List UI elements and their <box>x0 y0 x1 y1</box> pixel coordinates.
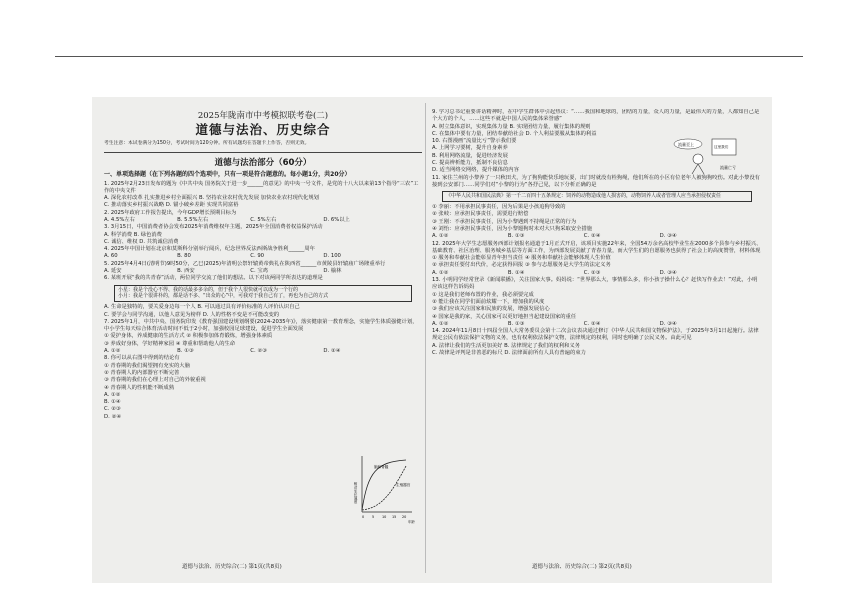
cartoon-illustration <box>668 137 752 175</box>
option: A. ①② <box>432 320 449 327</box>
q11-options <box>432 233 762 240</box>
question-13: 13. 小明同学经常登录《新闻联播》，关注国家大事。妈妈说：“世界那么大，事情那么多，你小孩子操什么心？赶快写作业去！”对此，小明应该这样告诉妈妈 <box>432 277 758 291</box>
q12-statement-a: ① 服务和奉献社会能彰显青年担当责任 ④ 服务和奉献社会能够体现人生价值 <box>432 255 611 262</box>
q14-option-ab: A. 法律让我们的生活更加美好 B. 法律规定了我们的权利和义务 <box>432 342 581 349</box>
bubble-text: 流量至上 <box>678 142 694 147</box>
q11-statement-3: ③ 王刚：不承担民事责任，因为小黎遇到不持绳是正常的行为 <box>432 218 577 225</box>
q10-option-b: B. 利用网络流量，促进经济发展 <box>432 152 508 159</box>
option: D. 6%以上 <box>323 216 350 223</box>
q13-options <box>432 321 762 328</box>
q1-option-ab: A. 深化农村改革 扎实推进乡村全面振兴 B. 坚持农业农村优先发展 加快农业农村现代化规划 <box>104 195 319 202</box>
option: D. ③④ <box>659 269 677 276</box>
question-1: 1. 2025年2月23日发布的题为《中共中央 国务院关于进一步______的意见》的中央一号文件，是党的十八大以来第13个指导“三农”工作的中央文件 <box>104 180 419 194</box>
curve2-label: 生殖器官 <box>396 483 411 487</box>
option: B. 5.5%左右 <box>177 216 209 223</box>
option: B. ①③ <box>177 348 194 355</box>
question-12: 12. 2025年大学生志愿服务西部计划报名通道于1月正式开启，该项目实施22年来，全国54万余名高校毕业生在2000多个县参与乡村振兴、基础教育、社区治理、服务城乡基层等方面工作，为西部发展贡献了青春力量，而大学生们的自愿服务也获得了社会上的高度赞誉，材料体现 <box>432 240 762 254</box>
option: D. ②④ <box>104 413 121 420</box>
question-6: 6. 某班开展“我的共青春”活动，两位同学交流了他们的想法。以下对该两同学所表达的道理是 <box>104 275 323 282</box>
tick: 0 <box>362 515 365 519</box>
tick: 15 <box>392 515 397 519</box>
option: A. ①② <box>104 391 121 398</box>
tick: 5 <box>372 515 375 519</box>
q13-statement-1: ① 这是我们老师布置的作业，我必须要完成 <box>432 291 534 298</box>
q7-statement-34: ③ 养成好身体，学好精神家园 ④ 尊重和帮助他人的生命 <box>104 340 236 347</box>
person-body <box>692 164 704 174</box>
q12-options <box>432 270 762 277</box>
option: C. ②③ <box>250 348 267 355</box>
option: B. 80 <box>177 253 191 260</box>
exam-notice: 考生注意：本试卷满分为150分，考试时间为120分钟。所有试题均在答题卡上作答，否则无效。 <box>104 141 310 146</box>
question-8: 8. 你可以从右图中得到的结论有 <box>104 355 180 362</box>
question-2: 2. 2025年政府工作报告提出，今年GDP增长预期目标为 <box>104 209 237 216</box>
option: A. 60 <box>104 253 118 260</box>
q8-options <box>104 392 254 421</box>
question-7: 7. 2025年1月，中共中央、国务院印发《教育强国建设规划纲要(2024-2035年)》，落实健康第一教育理念，实施学生体质强健计划，中小学生每天综合体育活动时间不低于2小时，加强校园足球建设，促进学生全面发展 <box>104 318 418 333</box>
divider <box>104 152 422 153</box>
q8-statement-3: ③ 青春期的我们在心理上对自己的外貌重视 <box>104 377 206 384</box>
curve1-label: 脑和脊髓 <box>374 465 389 469</box>
q9-option-ab: A. 树立集体意识，实现集体力量 B. 实现团结力量，履行集体的规则 <box>432 123 591 130</box>
screen-text: 这里我们 <box>714 145 729 149</box>
q4-options <box>104 253 422 260</box>
option: C. 90 <box>250 253 265 260</box>
option: B. ①④ <box>507 269 525 276</box>
option: D. 100 <box>323 253 341 260</box>
option: A. ①② <box>432 269 449 276</box>
exam-title: 2025年陇南市中考模拟联考卷(二) <box>197 111 329 121</box>
question-11: 11. 家住兰州的小黎养了一只秋田犬，为了狗狗能快乐地玩耍，出门时就没有栓狗绳，他们所在的小区有位老年人被狗狗咬伤。对此小黎没有接到公安部门……同学们对“小黎的行为”各抒己见，以下分析正确的是 <box>432 174 760 188</box>
question-14: 14. 2024年11月8日十四届全国人大常务委员会第十二次会议表决通过修订《中华人民共和国文物保护法》，于2025年3月1日起施行。法律规定公民有依法保护文物的义务，也有权利依法保护文物，法律规定的权利，同时也明确了公民义务。由此可见 <box>432 328 759 342</box>
option: A. 延安 <box>104 268 122 275</box>
option: A. ①② <box>432 233 449 240</box>
q8-statement-2: ② 青春期人的内部器官不断完善 <box>104 369 180 376</box>
question-4: 4. 2025年中国计划在北京和莫斯科分别举行阅兵，纪念世界反法西斯战争胜利______周年 <box>104 246 315 253</box>
q13-statement-4: ④ 国家是我的家，关心国家可以更好地担当起建设国家的重任 <box>432 313 577 320</box>
reproductive-curve <box>362 466 406 510</box>
option: B. ①③ <box>507 320 525 327</box>
option: C. ②④ <box>583 320 601 327</box>
question-5: 5. 2025年4月4日(清明节)9时50分，乙巳(2025)年清明公祭轩辕黄帝典礼在陕西省______市黄陵县轩辕庙广场隆重举行 <box>104 260 386 267</box>
option: C. ②③ <box>104 406 121 413</box>
cartoon-caption: 流量亡亏 <box>720 165 736 170</box>
q1-option-cd: C. 推动落实乡村振兴战略 D. 锚小破乡差距 实现共同富裕 <box>104 202 239 209</box>
option: A. 4.5%左右 <box>104 216 135 223</box>
option: D. ③④ <box>659 320 677 327</box>
q7-statement-12: ① 爱护身体，养成健康的生活方式 ② 积极参加体育锻炼，增强身体素质 <box>104 333 273 340</box>
option: C. ②③ <box>583 269 601 276</box>
tick: 10 <box>382 515 387 519</box>
q11-statement-4: ④ 刘怡：应承担民事责任，因为小黎遛狗时未对大只狗采取安全措施 <box>432 225 593 232</box>
x-axis-label: 年龄 <box>408 520 415 524</box>
part-heading: 一、单项选择题（在下列各题的四个选项中，只有一项是符合题意的。每小题1分，共20分） <box>104 170 351 178</box>
section-title: 道德与法治部分（60分） <box>214 157 312 168</box>
option: B. 西安 <box>177 268 195 275</box>
q13-statement-2: ② 能让我在同学们面前炫耀一下，增加我的风度 <box>432 298 545 305</box>
q8-statement-1: ① 青春期的我们渴望拥有充实的大脑 <box>104 362 190 369</box>
q10-option-a: A. 上网学习要树，提升自身素养 <box>432 145 508 152</box>
q6-option-cd: C. 要学会与同学沟通，以他人意见为榜样 D. 人的性格不变是不可能改变的 <box>104 311 280 318</box>
option: B. ①④ <box>104 399 121 406</box>
person-head <box>693 154 703 164</box>
q6-option-ab: A. 生命是独特的，要关爱身边每一个人 B. 可以通过具有评价标准的人评价认识自己 <box>104 304 300 311</box>
scanned-exam-sheet <box>92 97 772 583</box>
q6-quote-box: 小星：我是个没心不得、我的话最多多余的，但于我个人很快就可以成为一个行的 小月：我是个很讲朴的，都是话不多、“出众的心”中，可我对于我自己有了，再也为自己的方式 <box>114 285 412 303</box>
y-axis-label: 相对生长速度 <box>354 482 358 504</box>
footer-left: 道德与法治、历史综合(二) 第1页(共8页) <box>182 564 282 570</box>
footer-right: 道德与法治、历史综合(二) 第2页(共8页) <box>532 564 632 570</box>
growth-chart <box>354 452 416 524</box>
option: D. 榆林 <box>323 268 342 275</box>
q8-statement-4: ④ 青春期人的性机能不断成熟 <box>104 384 174 391</box>
right-page <box>432 109 762 559</box>
option: D. ②④ <box>323 348 341 355</box>
q10-option-d: D. 适当网络交网络，提升媒体的内容 <box>432 167 519 174</box>
option: C. 5%左右 <box>250 216 277 223</box>
option: A. ①② <box>104 348 121 355</box>
q3-options <box>104 232 422 247</box>
exam-subject: 道德与法治、历史综合 <box>195 122 331 137</box>
option: C. 诚信、维权 D. 共筑诚信消费 <box>104 238 179 245</box>
q11-statement-2: ② 张岐：应承担民事责任，需要进行赔偿 <box>432 211 529 218</box>
question-9: 9. 学习总书记重要讲话精神时，在中学生群体中引起热议：“……我国和地球的，团结的力量，众人的力量，是最伟大的力量，人都知自己是个大方的个人，……这些不就是中国人民的集体荣誉感” <box>432 109 760 123</box>
option: D. ③④ <box>659 233 677 240</box>
top-rule <box>55 56 803 57</box>
q11-law-box: 《中华人民共和国民法典》第一千二百四十五条规定：饲养的动物造成他人损害的，动物饲养人或者管理人应当承担侵权责任 <box>442 191 752 202</box>
option: B. ①③ <box>507 233 525 240</box>
question-10: 10. 右图漫画“流量比亏”警示我们要 <box>432 138 517 145</box>
q10-option-c: C. 提高辨析能力，抵制不良信息 <box>432 160 508 167</box>
question-3: 3. 3月15日，中国消费者协会发布2025年消费维权年主题，2025年全国消费者权益保护活动 <box>104 224 323 231</box>
q13-statement-3: ③ 我们应该关注国家和民族的发展，增强发展信心 <box>432 306 550 313</box>
q9-option-cd: C. 在集体中要有力量，团结奉献给社会 D. 个人利益要服从集体的利益 <box>432 130 597 137</box>
option: C. ②④ <box>583 233 601 240</box>
option: A. 科学消费 B. 绿色消费 <box>104 231 162 238</box>
page-divider <box>425 103 426 573</box>
q11-statement-1: ① 李丽：不用承担民事责任，因为后果是小孩追狗导致的 <box>432 204 566 211</box>
option: C. 宝鸡 <box>250 268 268 275</box>
q12-statement-b: ② 承担责任要付出代价，必定获得回报 ③ 参与志愿服务是大学生的法定义务 <box>432 262 611 269</box>
q14-option-cd: C. 故律是评判是非善恶的标尺 D. 法律面前所有人具有普遍的束力 <box>432 350 586 356</box>
tick: 20 <box>402 515 407 519</box>
